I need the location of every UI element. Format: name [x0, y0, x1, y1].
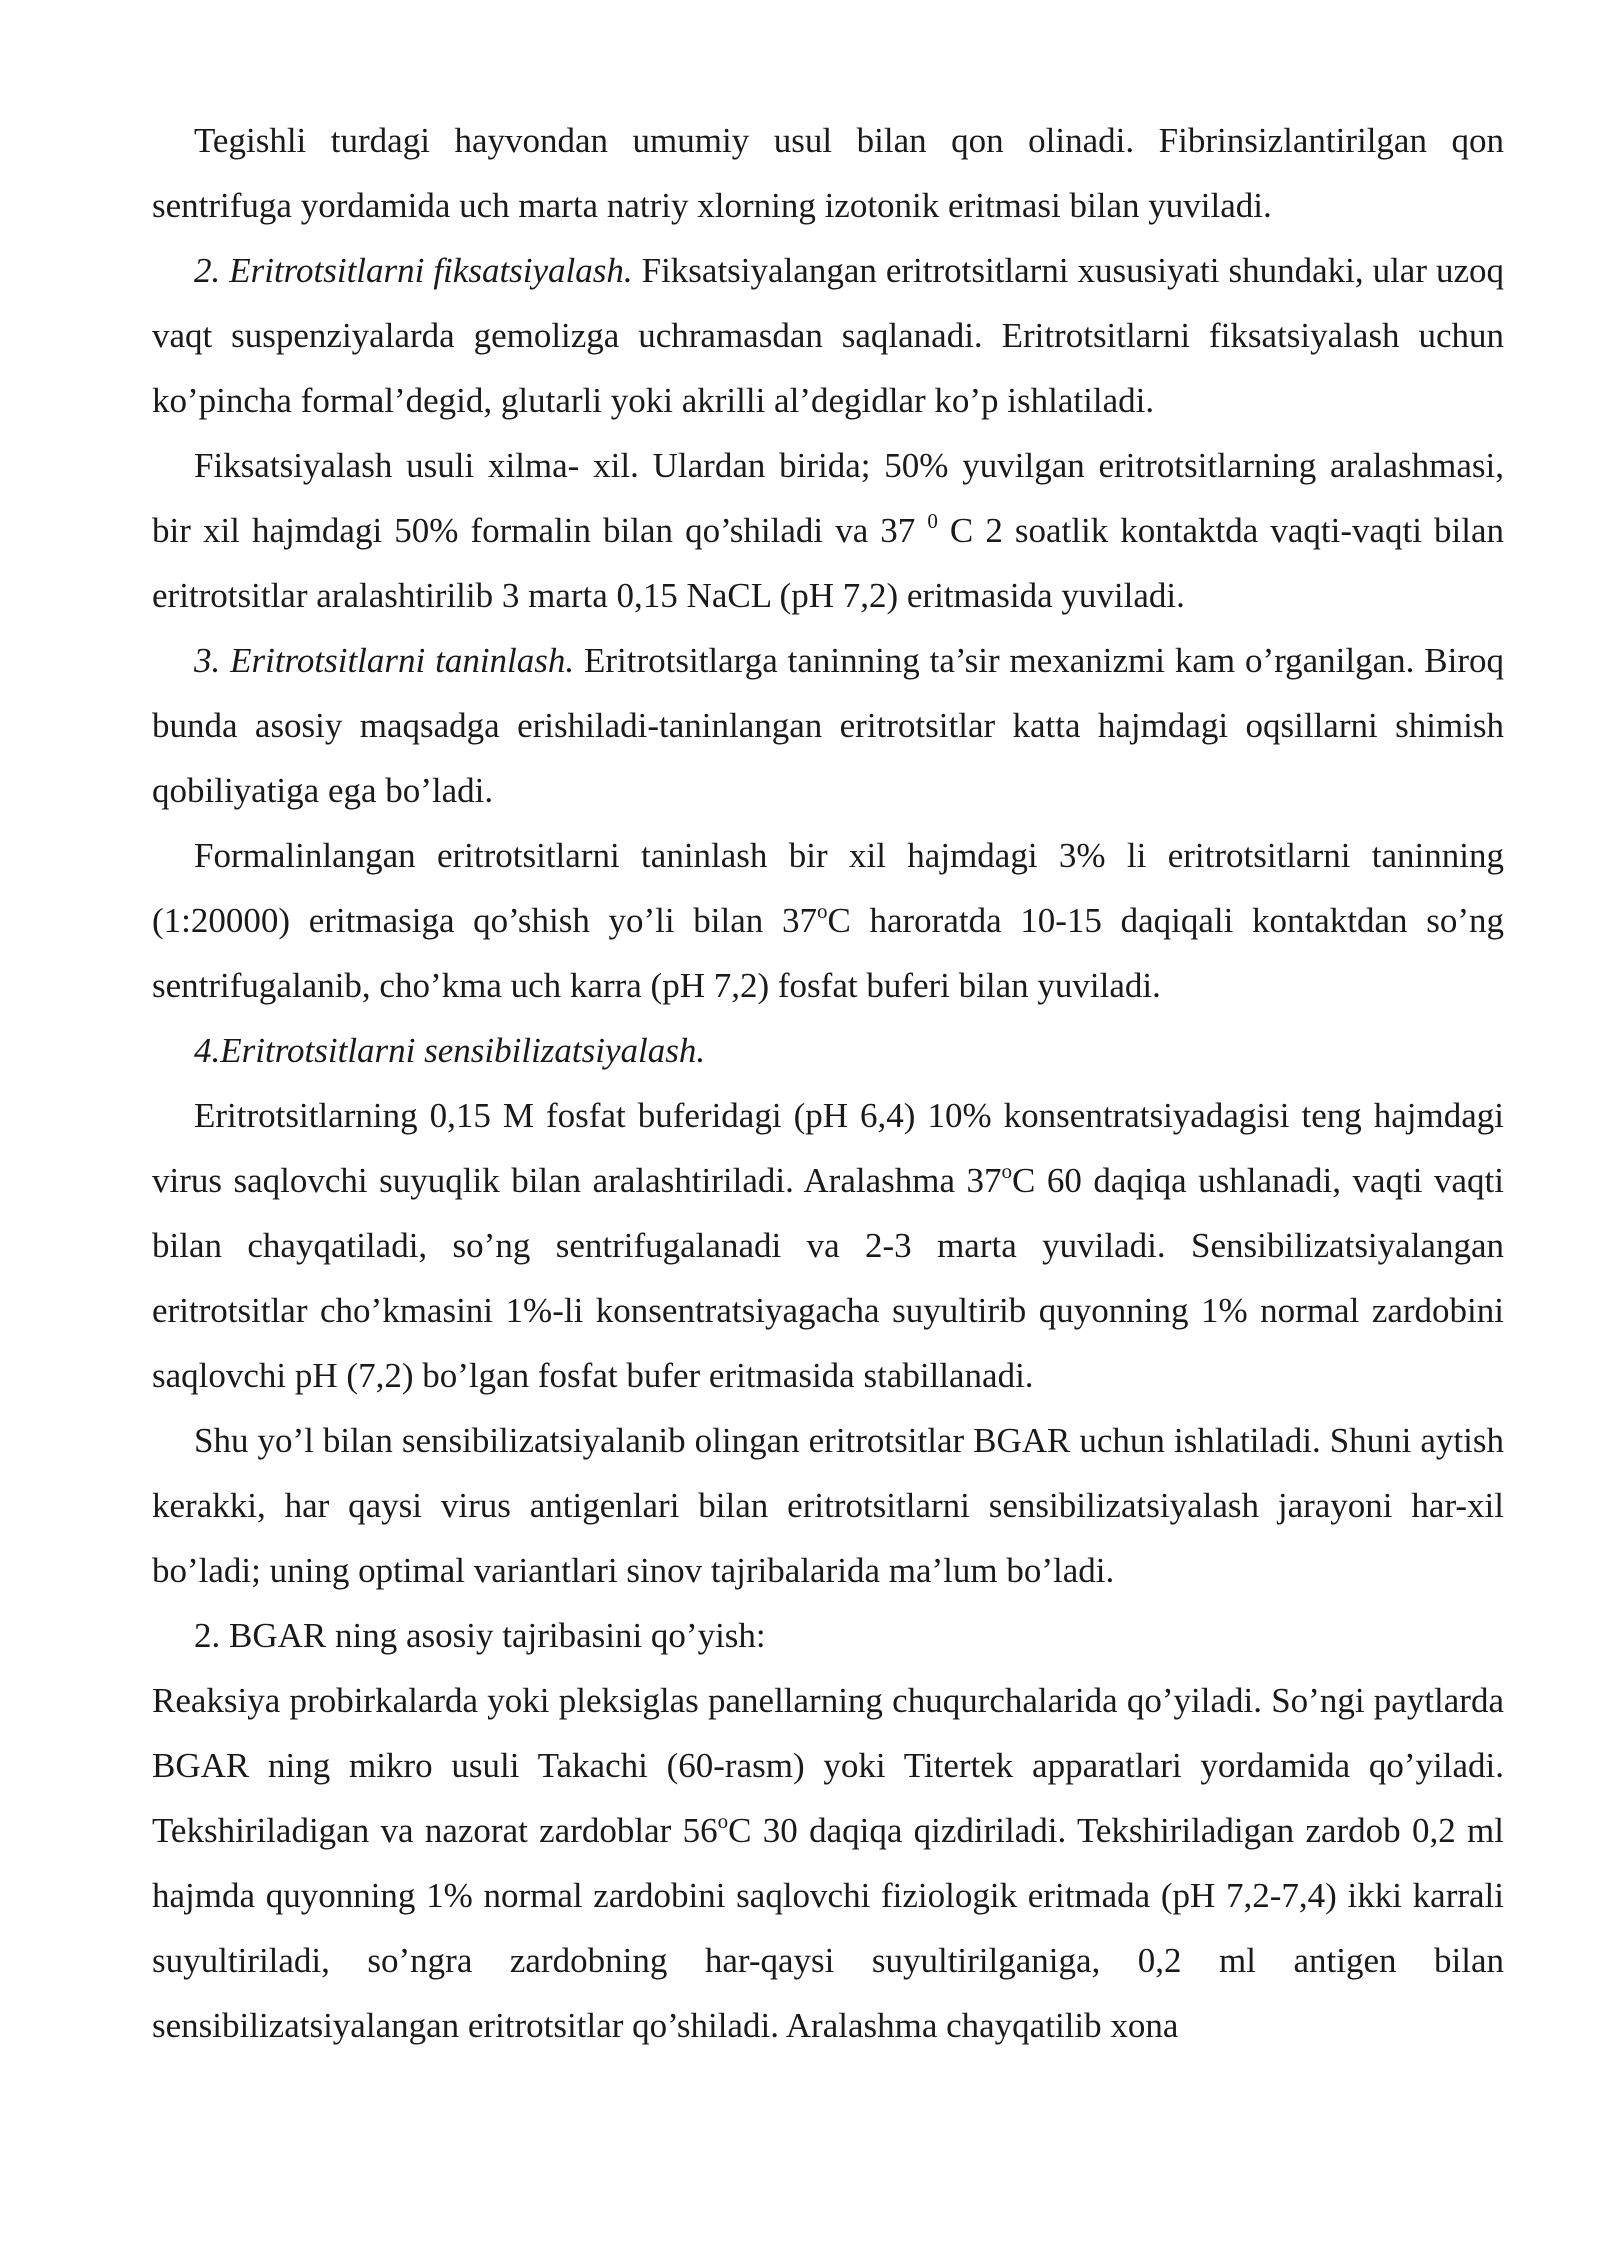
paragraph-text: C 60 daqiqa ushlanadi, vaqti vaqti bilan chayqatiladi, so’ng sentrifugalanadi va 2-3 marta yuviladi. Sensibilizatsiyalangan eritrotsitlar cho’kmasini 1%-li konsentratsiyagacha suyultirib quyonning 1% normal zardobini saqlovchi pH (7,2) bo’lgan fosfat bufer eritmasida stabillanadi.: [152, 1161, 1504, 1395]
document-page: [152, 108, 1504, 2058]
paragraph-text: Reaksiya probirkalarda yoki pleksiglas panellarning chuqurchalarida qo’yiladi. So’ngi paytlarda BGAR ning mikro usuli Takachi (60-rasm) yoki Titertek apparatlari yordamida qo’yiladi. Tekshiriladigan va nazorat zardoblar 56: [152, 1681, 1504, 1850]
paragraph-text: Tegishli turdagi hayvondan umumiy usul bilan qon olinadi. Fibrinsizlantirilgan qon sentrifuga yordamida uch marta natriy xlorning izotonik eritmasi bilan yuviladi.: [152, 121, 1504, 225]
superscript-degree: 0: [927, 509, 938, 533]
paragraph-text: C haroratda 10-15 daqiqali kontaktdan so’ng sentrifugalanib, cho’kma uch karra (pH 7,2) fosfat buferi bilan yuviladi.: [152, 901, 1504, 1005]
section-heading-tanning: 3. Eritrotsitlarni taninlash.: [194, 641, 575, 680]
superscript-degree: o: [816, 899, 828, 923]
paragraph-text: Shu yo’l bilan sensibilizatsiyalanib olingan eritrotsitlar BGAR uchun ishlatiladi. Shuni aytish kerakki, har qaysi virus antigenlari bilan eritrotsitlarni sensibilizatsiyalash jarayoni har-xil bo’ladi; uning optimal variantlari sinov tajribalarida ma’lum bo’ladi.: [152, 1421, 1504, 1590]
paragraph-tanning: [152, 628, 1504, 823]
paragraph-sensitization-heading: [152, 1018, 1504, 1083]
paragraph-blood-collection: [152, 108, 1504, 238]
paragraph-bgar-main-heading: [152, 1603, 1504, 1668]
paragraph-fixation: [152, 238, 1504, 433]
section-heading-sensitization: 4.Eritrotsitlarni sensibilizatsiyalash.: [194, 1031, 706, 1070]
paragraph-tanning-method: [152, 823, 1504, 1018]
paragraph-text: Eritrotsitlarga taninning ta’sir mexanizmi kam o’rganilgan. Biroq bunda asosiy maqsadga erishiladi-taninlangan eritrotsitlar katta hajmdagi oqsillarni shimish qobiliyatiga ega bo’ladi.: [152, 641, 1504, 810]
paragraph-text: C 30 daqiqa qizdiriladi. Tekshiriladigan zardob 0,2 ml hajmda quyonning 1% normal zardobini saqlovchi fiziologik eritmada (pH 7,2-7,4) ikki karrali suyultiriladi, so’ngra zardobning har-qaysi suyultirilganiga, 0,2 ml antigen bilan sensibilizatsiyalangan eritrotsitlar qo’shiladi. Aralashma chayqatilib xona: [152, 1811, 1504, 2045]
section-heading-fixation: 2. Eritrotsitlarni fiksatsiyalash.: [194, 251, 633, 290]
paragraph-text: Eritrotsitlarning 0,15 M fosfat buferidagi (pH 6,4) 10% konsentratsiyadagisi teng hajmdagi virus saqlovchi suyuqlik bilan aralashtiriladi. Aralashma 37: [152, 1096, 1504, 1200]
superscript-degree: o: [1001, 1159, 1013, 1183]
paragraph-fixation-method: [152, 433, 1504, 628]
paragraph-sensitization: [152, 1083, 1504, 1408]
section-heading-bgar: 2. BGAR ning asosiy tajribasini qo’yish:: [194, 1616, 766, 1655]
superscript-degree: o: [717, 1809, 729, 1833]
paragraph-text: Fiksatsiyalash usuli xilma- xil. Ulardan birida; 50% yuvilgan eritrotsitlarning aralashmasi, bir xil hajmdagi 50% formalin bilan qo’shiladi va 37: [152, 446, 1504, 550]
paragraph-bgar-usage: [152, 1408, 1504, 1603]
paragraph-reaction: [152, 1668, 1504, 2058]
paragraph-text: Fiksatsiyalangan eritrotsitlarni xususiyati shundaki, ular uzoq vaqt suspenziyalarda gemolizga uchramasdan saqlanadi. Eritrotsitlarni fiksatsiyalash uchun ko’pincha formal’degid, glutarli yoki akrilli al’degidlar ko’p ishlatiladi.: [152, 251, 1504, 420]
paragraph-text: Formalinlangan eritrotsitlarni taninlash bir xil hajmdagi 3% li eritrotsitlarni taninning (1:20000) eritmasiga qo’shish yo’li bilan 37: [152, 836, 1504, 940]
paragraph-text: C 2 soatlik kontaktda vaqti-vaqti bilan eritrotsitlar aralashtirilib 3 marta 0,15 NaCL (pH 7,2) eritmasida yuviladi.: [152, 511, 1505, 615]
